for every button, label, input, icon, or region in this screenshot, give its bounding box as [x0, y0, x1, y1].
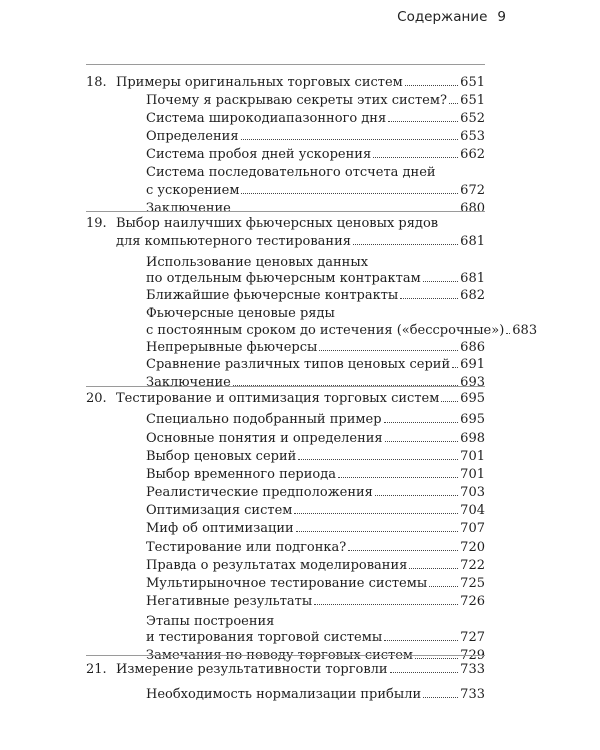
section-title: Заключение — [146, 201, 231, 216]
dot-leader — [423, 697, 458, 698]
section-title-line[interactable] — [146, 323, 538, 339]
dot-leader — [314, 604, 458, 605]
section-title: Этапы построения — [146, 614, 275, 629]
section-title: Система широкодиапазонного дня — [146, 111, 387, 126]
section-title: Система последовательного отсчета дней — [146, 165, 436, 180]
section-title: Тестирование или подгонка? — [146, 540, 347, 555]
section-title: Мультирыночное тестирование системы — [146, 576, 428, 591]
dot-leader — [298, 459, 458, 460]
section-title: Фьючерсные ценовые ряды — [146, 306, 335, 321]
page-ref: 733 — [460, 662, 485, 677]
section-title-line[interactable] — [146, 255, 368, 271]
section-title: Использование ценовых данных — [146, 255, 369, 270]
section-title: с ускорением — [146, 183, 240, 198]
page-ref: 653 — [460, 129, 485, 144]
page-ref: 683 — [512, 323, 538, 338]
section-title-line[interactable] — [146, 503, 485, 519]
dot-leader — [429, 586, 458, 587]
chapter-divider — [86, 655, 485, 656]
chapter-divider — [86, 386, 485, 387]
page-ref: 662 — [460, 147, 485, 162]
page-ref: 682 — [460, 288, 485, 303]
page-ref: 729 — [460, 648, 485, 663]
section-title: Ближайшие фьючерсные контракты — [146, 288, 399, 303]
page-ref: 704 — [460, 503, 485, 518]
page-ref: 695 — [460, 412, 485, 427]
running-head-title: Содержание — [397, 9, 488, 25]
page-ref: 691 — [460, 357, 485, 372]
table-of-contents — [86, 0, 538, 750]
section-title-line[interactable] — [146, 576, 485, 592]
dot-leader — [375, 495, 458, 496]
section-title-line[interactable] — [146, 93, 485, 109]
page-ref: 726 — [460, 594, 485, 609]
chapter-title: Тестирование и оптимизация торговых систем — [116, 391, 440, 406]
page-ref: 703 — [460, 485, 485, 500]
section-title-line[interactable] — [146, 147, 485, 163]
chapter-title-line[interactable] — [116, 216, 438, 232]
section-title: Почему я раскрываю секреты этих систем? — [146, 93, 447, 108]
section-title: Система пробоя дней ускорения — [146, 147, 372, 162]
chapter-number: 21. — [86, 662, 107, 677]
chapter-title-line[interactable] — [116, 75, 485, 91]
section-title: Заключение — [146, 375, 231, 390]
dot-leader — [415, 658, 458, 659]
section-title: Реалистические предположения — [146, 485, 373, 500]
section-title-line[interactable] — [146, 687, 485, 703]
section-title-line[interactable] — [146, 271, 485, 287]
dot-leader — [405, 85, 458, 86]
section-title-line[interactable] — [146, 431, 485, 447]
page-ref: 707 — [460, 521, 485, 536]
dot-leader — [506, 333, 510, 334]
dot-leader — [384, 422, 459, 423]
section-title-line[interactable] — [146, 165, 436, 181]
page-ref: 680 — [460, 201, 485, 216]
page-ref: 651 — [460, 93, 485, 108]
dot-leader — [373, 157, 458, 158]
section-title-line[interactable] — [146, 375, 485, 391]
dot-leader — [384, 640, 458, 641]
section-title: Непрерывные фьючерсы — [146, 340, 318, 355]
dot-leader — [423, 281, 458, 282]
section-title: и тестирования торговой системы — [146, 630, 383, 645]
dot-leader — [338, 477, 458, 478]
dot-leader — [385, 441, 459, 442]
dot-leader — [241, 193, 458, 194]
page-ref: 686 — [460, 340, 485, 355]
chapter-title: для компьютерного тестирования — [116, 234, 351, 249]
section-title-line[interactable] — [146, 558, 485, 574]
section-title-line[interactable] — [146, 129, 485, 145]
section-title-line[interactable] — [146, 306, 335, 322]
section-title-line[interactable] — [146, 630, 485, 646]
page-ref: 652 — [460, 111, 485, 126]
section-title-line[interactable] — [146, 449, 485, 465]
section-title-line[interactable] — [146, 540, 485, 556]
dot-leader — [353, 244, 458, 245]
chapter-number: 20. — [86, 391, 107, 406]
chapter-title: Примеры оригинальных торговых систем — [116, 75, 403, 90]
dot-leader — [319, 350, 458, 351]
section-title: Специально подобранный пример — [146, 412, 382, 427]
page-ref: 720 — [460, 540, 485, 555]
section-title: Основные понятия и определения — [146, 431, 383, 446]
section-title-line[interactable] — [146, 357, 485, 373]
page-ref: 722 — [460, 558, 485, 573]
chapter-divider — [86, 64, 485, 65]
dot-leader — [294, 513, 458, 514]
chapter-divider — [86, 211, 485, 212]
page-ref: 725 — [460, 576, 485, 591]
dot-leader — [348, 550, 458, 551]
page-ref: 733 — [460, 687, 485, 702]
section-title: Выбор ценовых серий — [146, 449, 297, 464]
chapter-title-line[interactable] — [116, 391, 485, 407]
section-title-line[interactable] — [146, 485, 485, 501]
dot-leader — [390, 672, 459, 673]
page-ref: 681 — [460, 271, 485, 286]
page-ref: 695 — [460, 391, 485, 406]
chapter-title-line[interactable] — [116, 662, 485, 678]
chapter-title: Выбор наилучших фьючерсных ценовых рядов — [116, 216, 439, 231]
section-title-line[interactable] — [146, 111, 485, 127]
section-title-line[interactable] — [146, 340, 485, 356]
dot-leader — [388, 121, 458, 122]
chapter-number: 19. — [86, 216, 107, 231]
section-title: Определения — [146, 129, 239, 144]
section-title-line[interactable] — [146, 467, 485, 483]
chapter-number: 18. — [86, 75, 107, 90]
page-ref: 701 — [460, 467, 485, 482]
dot-leader — [452, 367, 458, 368]
page-ref: 693 — [460, 375, 485, 390]
section-title: Необходимость нормализации прибыли — [146, 687, 422, 702]
section-title-line[interactable] — [146, 183, 485, 199]
page-ref: 651 — [460, 75, 485, 90]
section-title: Выбор временного периода — [146, 467, 336, 482]
page-number: 9 — [497, 9, 506, 25]
section-title: Замечания по поводу торговых систем — [146, 648, 414, 663]
dot-leader — [241, 139, 459, 140]
section-title: Оптимизация систем — [146, 503, 293, 518]
section-title: Правда о результатах моделирования — [146, 558, 408, 573]
section-title: Миф об оптимизации — [146, 521, 294, 536]
chapter-title-line[interactable] — [116, 234, 485, 250]
section-title-line[interactable] — [146, 288, 485, 304]
dot-leader — [441, 401, 458, 402]
dot-leader — [409, 568, 458, 569]
section-title-line[interactable] — [146, 521, 485, 537]
page-ref: 698 — [460, 431, 485, 446]
dot-leader — [296, 531, 458, 532]
dot-leader — [449, 103, 458, 104]
page-ref: 727 — [460, 630, 485, 645]
page-ref: 672 — [460, 183, 485, 198]
page-ref: 681 — [460, 234, 485, 249]
section-title-line[interactable] — [146, 614, 274, 630]
section-title-line[interactable] — [146, 594, 485, 610]
section-title: Негативные результаты — [146, 594, 313, 609]
section-title-line[interactable] — [146, 412, 485, 428]
chapter-title: Измерение результативности торговли — [116, 662, 388, 677]
section-title: с постоянным сроком до истечения («бессрочные») — [146, 323, 505, 338]
section-title: Сравнение различных типов ценовых серий — [146, 357, 451, 372]
page-ref: 701 — [460, 449, 485, 464]
dot-leader — [400, 298, 458, 299]
section-title: по отдельным фьючерсным контрактам — [146, 271, 421, 286]
section-title-line[interactable] — [146, 201, 485, 217]
